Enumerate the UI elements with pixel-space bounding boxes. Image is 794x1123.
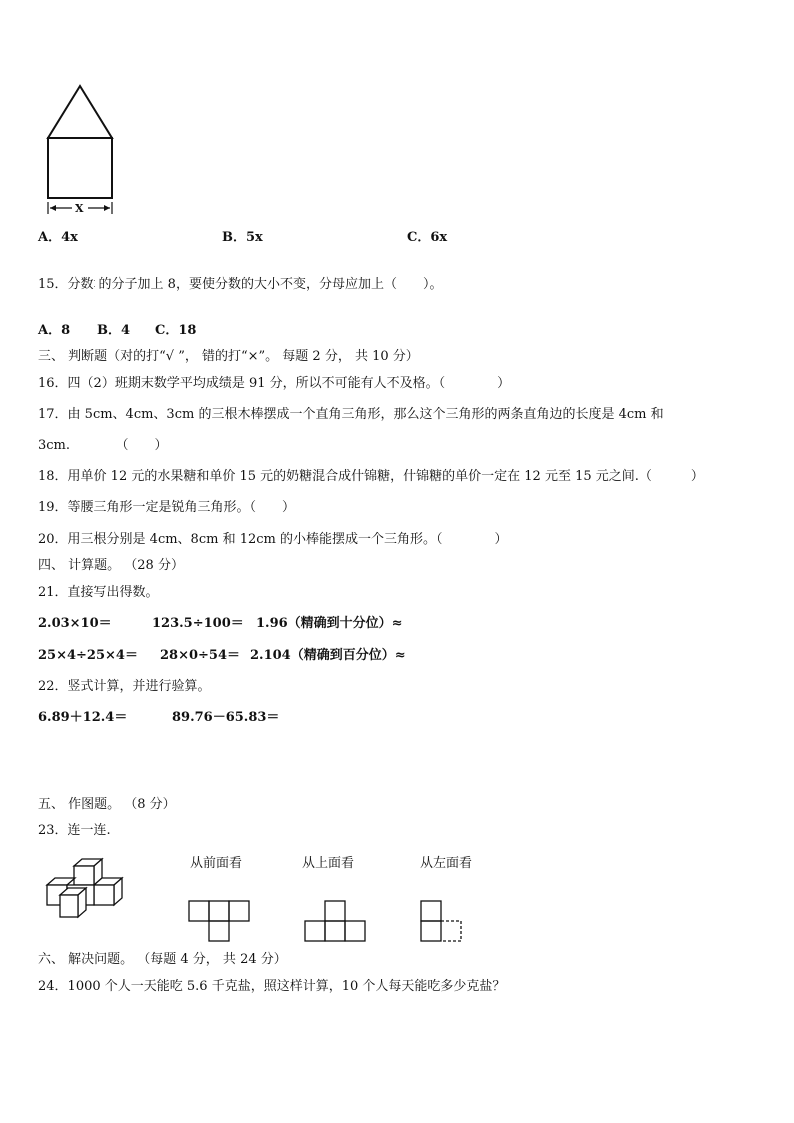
q15-option-a: A．8 — [38, 323, 71, 338]
question-22: 22．竖式计算，并进行验算。 — [38, 679, 211, 694]
question-17-line2: 3cm. （ ） — [38, 438, 168, 453]
q22-expr-2: 89.76－65.83＝ — [172, 710, 280, 725]
question-18: 18．用单价 12 元的水果糖和单价 15 元的奶糖混合成什锦糖，什锦糖的单价一定在 12 元至 15 元之间.（ ） — [38, 469, 704, 484]
q14-option-b: B．5x — [222, 230, 263, 245]
q15-option-b: B．4 — [97, 323, 131, 338]
cube-stack-figure — [44, 858, 130, 922]
question-17-line1: 17．由 5cm、4cm、3cm 的三根木棒摆成一个直角三角形，那么这个三角形的两条直角边的长度是 4cm 和 — [38, 407, 664, 422]
q21-r1-c3: 1.96（精确到十分位）≈ — [256, 616, 403, 631]
view-shape-3 — [420, 900, 466, 944]
dimension-label: X — [75, 202, 84, 215]
question-16: 16．四（2）班期末数学平均成绩是 91 分，所以不可能有人不及格。（ ） — [38, 376, 511, 391]
q21-r1-c1: 2.03×10＝ — [38, 616, 112, 631]
q14-option-c: C．6x — [407, 230, 448, 245]
question-19: 19．等腰三角形一定是锐角三角形。（ ） — [38, 500, 296, 515]
question-23: 23．连一连. — [38, 823, 111, 838]
view-label-left: 从左面看 — [420, 856, 473, 871]
view-label-top: 从上面看 — [302, 856, 355, 871]
q14-option-a: A．4x — [38, 230, 78, 245]
question-24: 24．1000 个人一天能吃 5.6 千克盐，照这样计算，10 个人每天能吃多少克盐？ — [38, 979, 506, 994]
q21-r2-c1: 25×4÷25×4＝ — [38, 648, 138, 663]
section-6-heading: 六、 解决问题。 （每题 4 分， 共 24 分） — [38, 952, 287, 967]
house-figure — [44, 84, 116, 216]
question-21: 21．直接写出得数。 — [38, 585, 159, 600]
q22-expr-1: 6.89＋12.4＝ — [38, 710, 128, 725]
section-3-heading: 三、 判断题（对的打“√ ”， 错的打“×”。 每题 2 分， 共 10 分） — [38, 349, 419, 364]
q21-r2-c2: 28×0÷54＝ — [160, 648, 241, 663]
q15-suffix: 的分子加上 8，要使分数的大小不变，分母应加上（ ）。 — [98, 277, 443, 292]
question-15 — [38, 277, 442, 293]
view-shape-2 — [304, 900, 368, 944]
fraction-mark: · · — [93, 277, 96, 291]
question-20: 20．用三根分别是 4cm、8cm 和 12cm 的小棒能摆成一个三角形。（ ） — [38, 532, 508, 547]
section-5-heading: 五、 作图题。 （8 分） — [38, 797, 176, 812]
view-label-front: 从前面看 — [190, 856, 243, 871]
view-shape-1 — [188, 900, 252, 944]
q15-prefix: 15．分数 — [38, 277, 94, 292]
section-4-heading: 四、 计算题。 （28 分） — [38, 558, 184, 573]
q15-option-c: C．18 — [155, 323, 197, 338]
q21-r2-c3: 2.104（精确到百分位）≈ — [250, 648, 406, 663]
q21-r1-c2: 123.5÷100＝ — [152, 616, 244, 631]
